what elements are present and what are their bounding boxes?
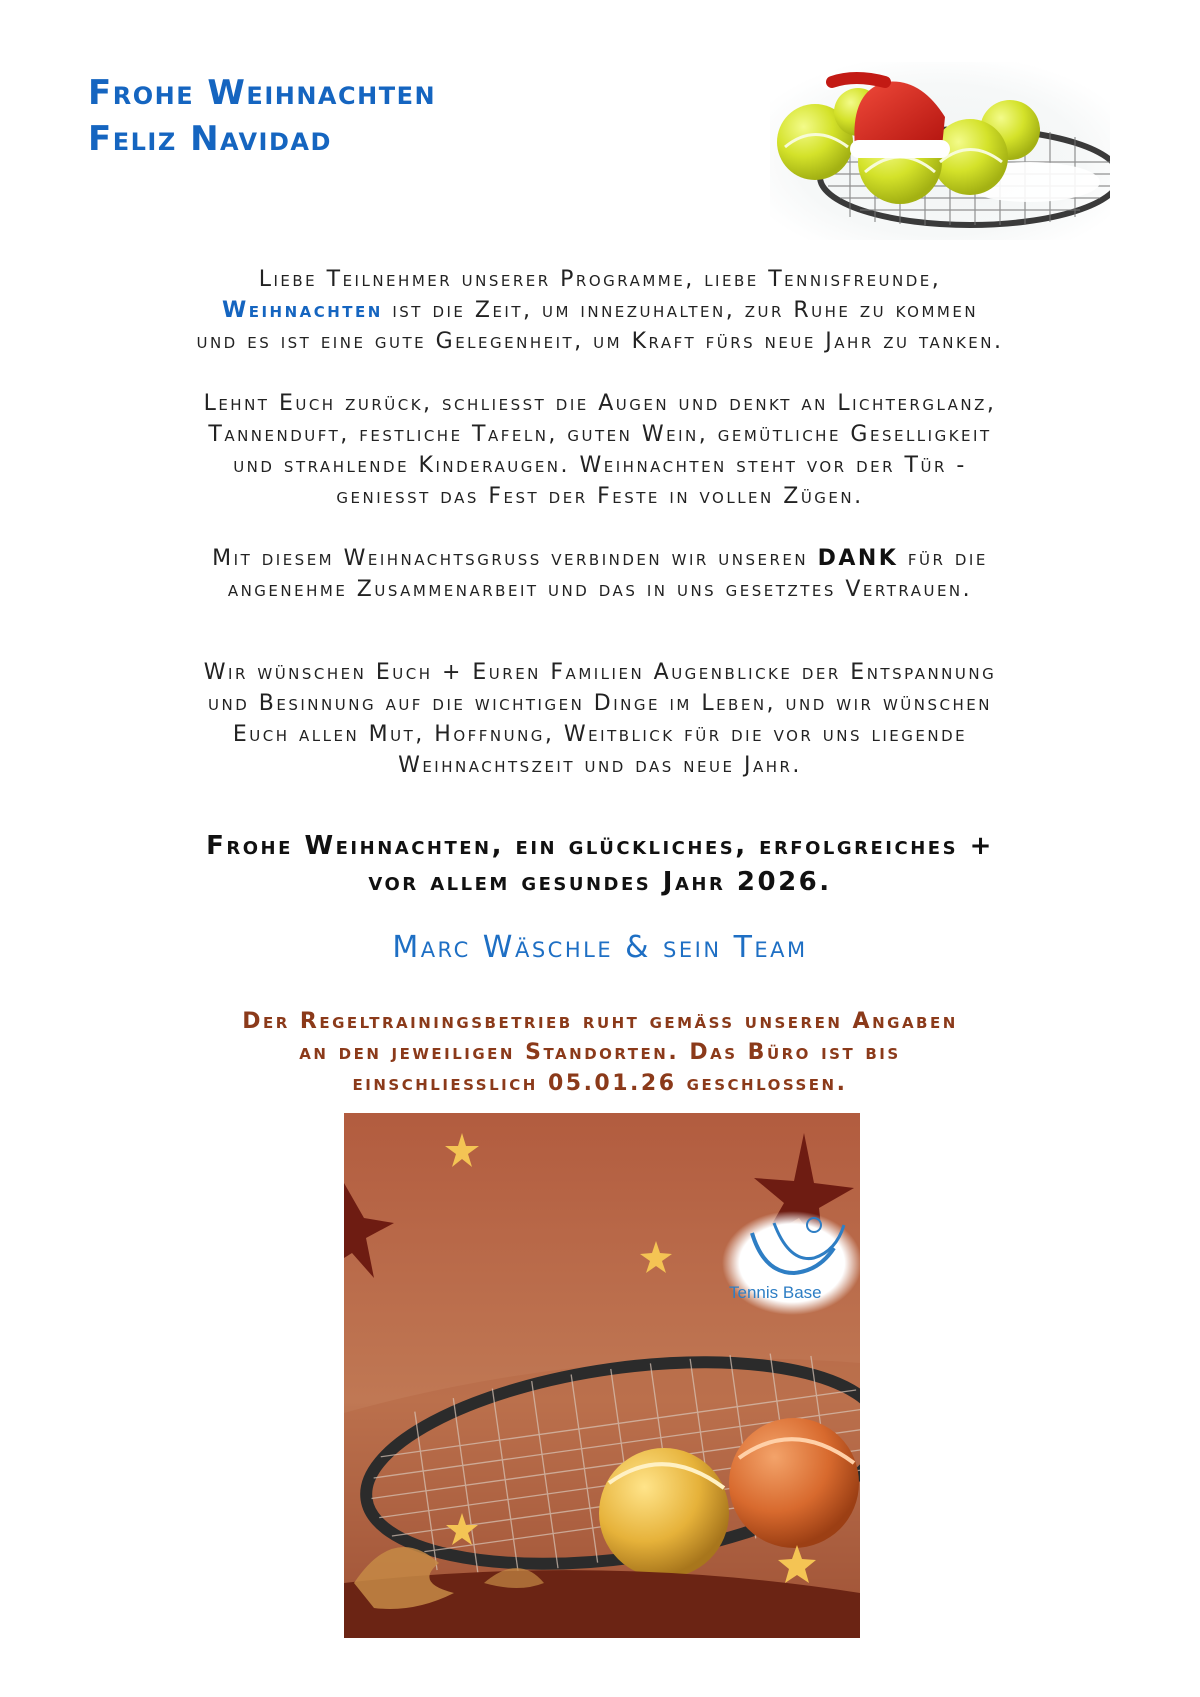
signature: Marc Wäschle & sein Team (392, 930, 808, 965)
wishes-line-2: und Besinnung auf die wichtigen Dinge im Leben, und wir wünschen (208, 691, 992, 716)
intro-line-3: und es ist eine gute Gelegenheit, um Kraft fürs neue Jahr zu tanken. (196, 329, 1004, 354)
new-year-wish (60, 828, 1140, 900)
thanks-line-1-before: Mit diesem Weihnachtsgruss verbinden wir unseren (212, 546, 818, 571)
wish-line-2: vor allem gesundes Jahr 2026. (368, 867, 832, 897)
notice-line-3: einschliesslich 05.01.26 geschlossen. (352, 1071, 848, 1096)
wishes-line-3: Euch allen Mut, Hoffnung, Weitblick für die vor uns liegende (232, 722, 968, 747)
weihnachten-highlight: Weihnachten (221, 298, 383, 323)
wishes-line-4: Weihnachtszeit und das neue Jahr. (398, 753, 802, 778)
intro-line-2-rest: ist die Zeit, um innezuhalten, zur Ruhe zu kommen (382, 298, 979, 323)
intro-line-1: Liebe Teilnehmer unserer Programme, liebe Tennisfreunde, (258, 267, 942, 292)
notice-line-2: an den jeweiligen Standorten. Das Büro ist bis (299, 1040, 901, 1065)
heading-line-german: Frohe Weihnachten (88, 73, 437, 113)
paragraph-wishes (60, 657, 1140, 781)
intro-line-2 (60, 295, 1140, 326)
atmosphere-line-4: geniesst das Fest der Feste in vollen Zügen. (336, 484, 864, 509)
greeting-heading (88, 70, 436, 162)
atmosphere-line-3: und strahlende Kinderaugen. Weihnachten steht vor der Tür - (233, 453, 967, 478)
wish-line-1: Frohe Weihnachten, ein glückliches, erfolgreiches + (206, 831, 994, 861)
heading-line-spanish: Feliz Navidad (88, 119, 332, 159)
paragraph-intro (60, 264, 1140, 357)
thanks-dank: DANK (817, 546, 899, 571)
thanks-line-1-after: für die (898, 546, 988, 571)
notice-line-1: Der Regeltrainingsbetrieb ruht gemäss unseren Angaben (242, 1009, 958, 1034)
logo-text: Tennis Base (729, 1283, 822, 1302)
atmosphere-line-1: Lehnt Euch zurück, schliesst die Augen und denkt an Lichterglanz, (203, 391, 997, 416)
wishes-line-1: Wir wünschen Euch + Euren Familien Augenblicke der Entspannung (203, 660, 997, 685)
tennis-balls-santa-hat-image (770, 62, 1110, 240)
atmosphere-line-2: Tannenduft, festliche Tafeln, guten Wein, gemütliche Geselligkeit (208, 422, 992, 447)
paragraph-thanks (60, 543, 1140, 605)
thanks-line-2: angenehme Zusammenarbeit und das in uns gesetztes Vertrauen. (227, 577, 973, 602)
office-closure-notice (60, 1006, 1140, 1099)
paragraph-atmosphere (60, 388, 1140, 512)
christmas-tennis-card-image (344, 1113, 860, 1638)
thanks-line-1 (60, 543, 1140, 574)
